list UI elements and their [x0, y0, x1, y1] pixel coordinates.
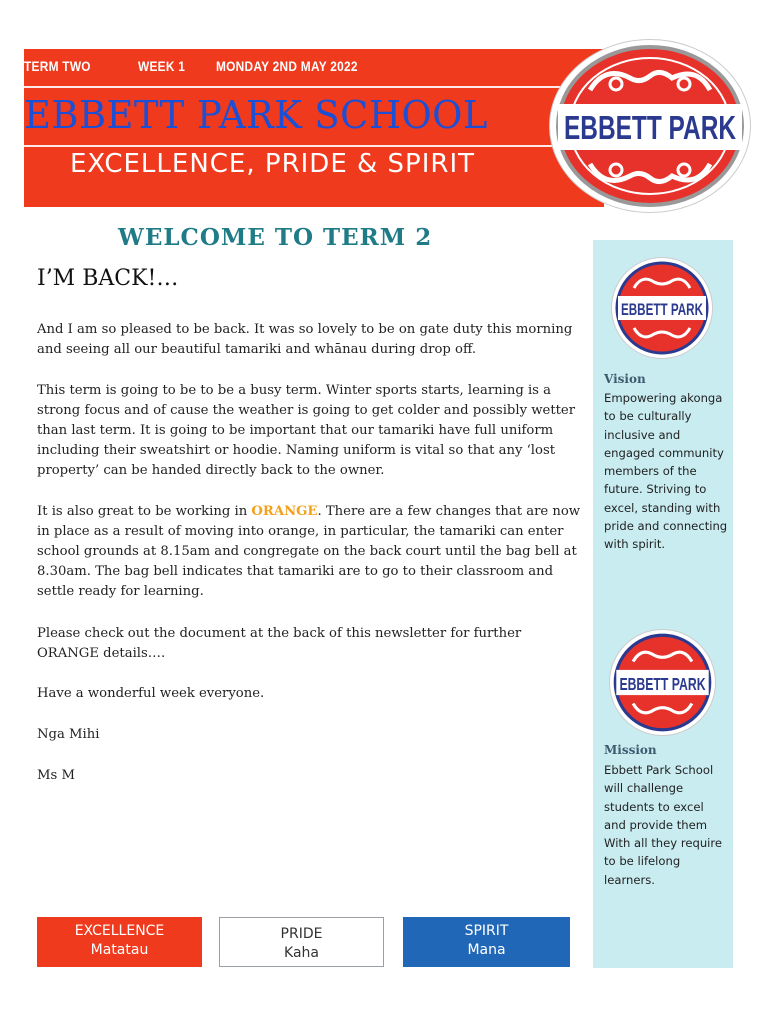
intro-paragraph: And I am so pleased to be back. It was so lovely to be on gate duty this morning and seeing all our beautiful tamariki and whānau during drop off. — [37, 322, 573, 357]
orange-highlight: ORANGE — [251, 504, 318, 519]
logo-text: EBBETT PARK — [621, 300, 704, 319]
school-logo — [550, 40, 750, 212]
date-label: MONDAY 2ND MAY 2022 — [216, 58, 358, 74]
school-name: EBBETT PARK SCHOOL — [24, 93, 488, 137]
subheading: I’M BACK!… — [37, 266, 179, 291]
value-maori: Mana — [467, 942, 506, 958]
sign-off: Nga Mihi — [37, 727, 100, 742]
orange-paragraph-start: It is also great to be working in — [37, 504, 252, 519]
value-maori: Kaha — [284, 945, 319, 961]
header-divider — [24, 145, 604, 147]
mission-text: Ebbett Park School will challenge students to excel and provide them With all they require to be lifelong learners. — [604, 763, 723, 887]
welcome-heading: WELCOME TO TERM 2 — [118, 224, 433, 251]
orange-paragraph-end: . There are a few changes that are now in place as a result of moving into orange, in particular, the tamariki can enter school grounds at 8.15am and congregate on the back court until the bag bell at 8.30am. The bag bell indicates that tamariki are to go to their classroom and settle ready for learning. — [37, 504, 581, 599]
value-title: PRIDE — [280, 926, 323, 942]
header-banner — [24, 49, 604, 207]
week-label: WEEK 1 — [138, 58, 186, 74]
vision-text: Empowering akonga to be culturally inclusive and engaged community members of the future. Striving to excel, standing with pride and connecting with spirit. — [604, 391, 728, 552]
closing-paragraph: Have a wonderful week everyone. — [37, 686, 265, 701]
term-label: TERM TWO — [24, 58, 91, 74]
document-paragraph: Please check out the document at the back of this newsletter for further ORANGE details…. — [37, 626, 522, 661]
value-excellence — [37, 917, 202, 967]
logo-text: EBBETT PARK — [619, 673, 706, 694]
logo-text: EBBETT PARK — [564, 109, 737, 146]
school-motto: EXCELLENCE, PRIDE & SPIRIT — [70, 149, 476, 179]
value-spirit — [403, 917, 570, 967]
term-paragraph: This term is going to be to be a busy term. Winter sports starts, learning is a strong focus and of cause the weather is going to get colder and possibly wetter than last term. It is going to be important that our tamariki have full uniform including their sweatshirt or hoodie. Naming uniform is vital so that any ‘lost property’ can be handed directly back to the owner. — [37, 383, 576, 478]
value-title: EXCELLENCE — [74, 923, 165, 939]
school-logo-small — [610, 630, 715, 735]
header-divider — [24, 86, 604, 88]
issue-info — [24, 49, 604, 85]
value-title: SPIRIT — [464, 923, 509, 939]
mission-heading: Mission — [604, 743, 657, 757]
vision-heading: Vision — [604, 372, 646, 386]
value-pride — [219, 917, 384, 967]
signature: Ms M — [37, 768, 75, 783]
orange-paragraph — [37, 502, 587, 602]
school-logo-small — [612, 258, 712, 358]
value-maori: Matatau — [90, 942, 149, 958]
